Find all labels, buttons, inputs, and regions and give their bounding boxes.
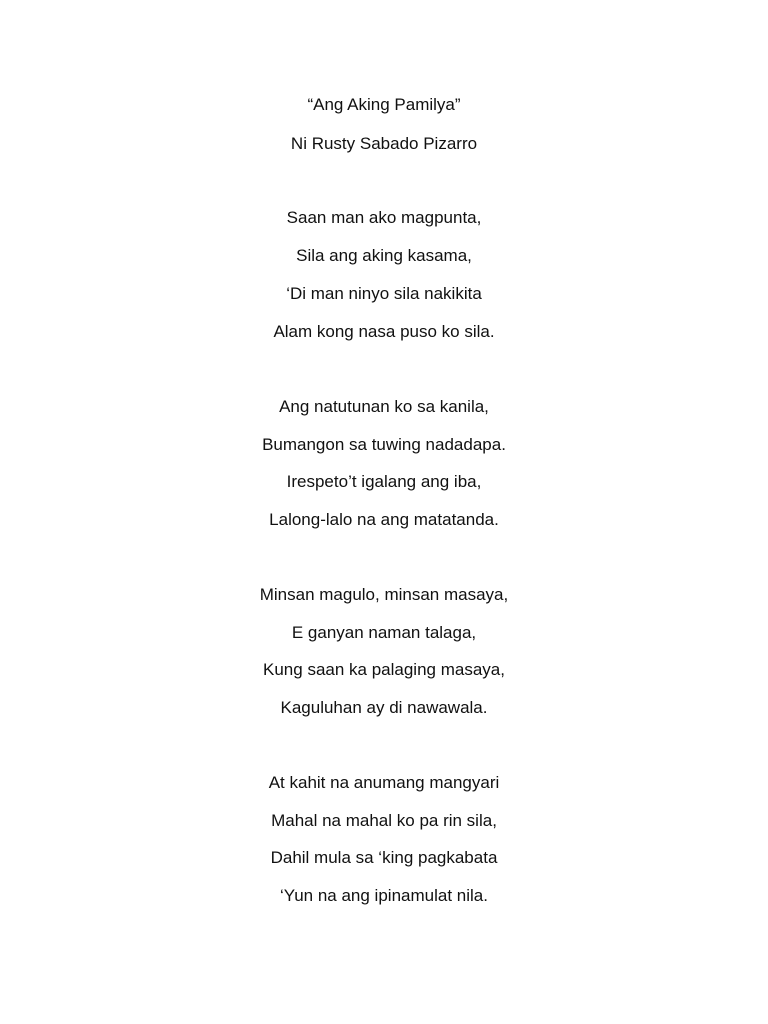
poem-line: Mahal na mahal ko pa rin sila, — [271, 811, 497, 830]
poem-line: Ang natutunan ko sa kanila, — [279, 397, 489, 416]
poem-line: Alam kong nasa puso ko sila. — [273, 322, 495, 341]
poem-line: Irespeto’t igalang ang iba, — [286, 472, 482, 491]
poem-line: Kaguluhan ay di nawawala. — [280, 698, 488, 717]
poem-line: Lalong-lalo na ang matatanda. — [269, 510, 499, 529]
poem-author: Ni Rusty Sabado Pizarro — [290, 134, 478, 153]
poem-line: Saan man ako magpunta, — [286, 208, 482, 227]
poem-title: “Ang Aking Pamilya” — [307, 95, 461, 114]
poem-line: ‘Di man ninyo sila nakikita — [286, 284, 482, 303]
poem-line: Kung saan ka palaging masaya, — [263, 660, 505, 679]
poem-line: E ganyan naman talaga, — [291, 623, 477, 642]
poem-line: Dahil mula sa ‘king pagkabata — [270, 848, 498, 867]
poem-line: At kahit na anumang mangyari — [268, 773, 500, 792]
poem-line: Sila ang aking kasama, — [296, 246, 472, 265]
poem-line: Bumangon sa tuwing nadadapa. — [262, 435, 506, 454]
poem-line: ‘Yun na ang ipinamulat nila. — [280, 886, 488, 905]
poem-line: Minsan magulo, minsan masaya, — [259, 585, 509, 604]
